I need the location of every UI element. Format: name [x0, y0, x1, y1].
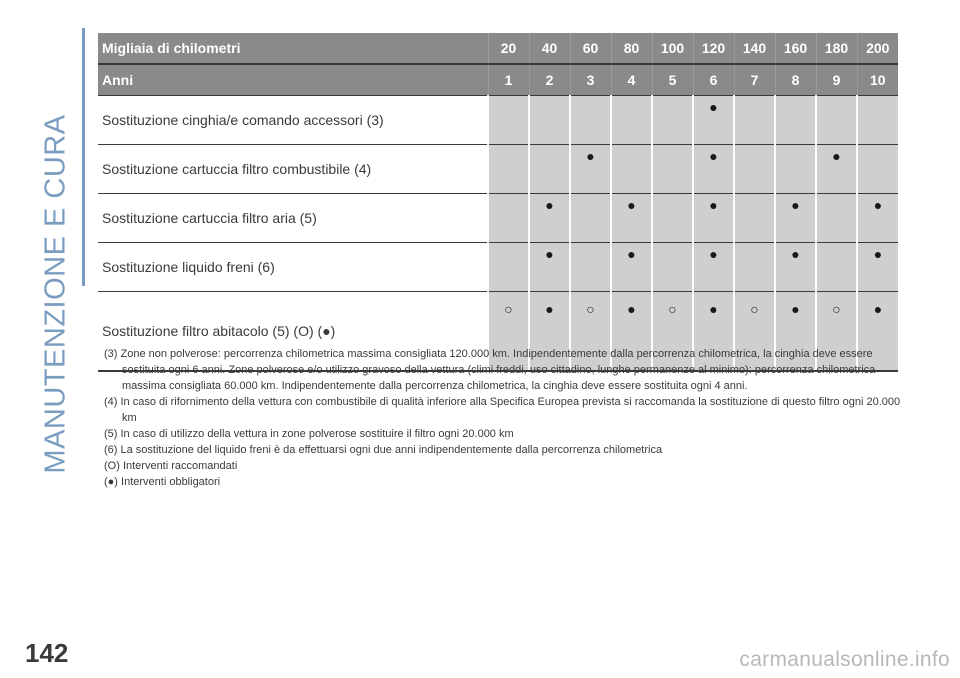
km-header-value: 160	[775, 33, 816, 64]
km-header-value: 40	[529, 33, 570, 64]
mark-cell	[570, 194, 611, 243]
mark-cell	[570, 243, 611, 292]
mark-cell: ●	[693, 194, 734, 243]
mark-cell: ●	[693, 145, 734, 194]
years-header-value: 6	[693, 64, 734, 96]
table-row	[98, 194, 898, 243]
km-header-value: 100	[652, 33, 693, 64]
mark-cell: ●	[529, 194, 570, 243]
mark-cell: ●	[693, 292, 734, 372]
mark-cell	[652, 96, 693, 145]
km-header-value: 200	[857, 33, 898, 64]
footnote: (O) Interventi raccomandati	[104, 460, 238, 472]
km-header-value: 20	[488, 33, 529, 64]
footnote: (●) Interventi obbligatori	[104, 476, 221, 488]
table-row	[98, 243, 898, 292]
section-side-label: MANUTENZIONE E CURA	[39, 114, 72, 474]
mark-cell	[734, 194, 775, 243]
mark-cell: ●	[693, 96, 734, 145]
years-header-value: 10	[857, 64, 898, 96]
mark-cell	[488, 243, 529, 292]
row-label: Sostituzione cartuccia filtro aria (5)	[98, 194, 488, 243]
mark-cell: ●	[570, 145, 611, 194]
footnote: (6) La sostituzione del liquido freni è da effettuarsi ogni due anni indipendentemente dalla percorrenza chilometrica	[104, 444, 663, 456]
mark-cell	[529, 96, 570, 145]
mark-cell	[529, 145, 570, 194]
mark-cell: ●	[529, 292, 570, 372]
mark-cell	[816, 243, 857, 292]
row-label: Sostituzione liquido freni (6)	[98, 243, 488, 292]
years-header-value: 9	[816, 64, 857, 96]
km-header-value: 140	[734, 33, 775, 64]
mark-cell	[857, 96, 898, 145]
mark-cell: ●	[857, 292, 898, 372]
mark-cell: ●	[611, 243, 652, 292]
mark-cell	[611, 145, 652, 194]
mark-cell: ●	[816, 145, 857, 194]
mark-cell	[652, 243, 693, 292]
mark-cell: ●	[775, 243, 816, 292]
mark-cell	[816, 194, 857, 243]
page-number: 142	[25, 638, 69, 668]
mark-cell	[652, 194, 693, 243]
side-rule	[82, 28, 85, 286]
mark-cell: ●	[857, 243, 898, 292]
mark-cell	[570, 96, 611, 145]
mark-cell	[775, 145, 816, 194]
km-header-value: 120	[693, 33, 734, 64]
maintenance-table	[98, 33, 898, 372]
km-header-value: 180	[816, 33, 857, 64]
watermark: carmanualsonline.info	[739, 648, 950, 671]
mark-cell: ●	[775, 194, 816, 243]
mark-cell	[734, 243, 775, 292]
footnotes	[104, 346, 904, 490]
mark-cell	[611, 96, 652, 145]
table-row	[98, 96, 898, 145]
years-header-value: 3	[570, 64, 611, 96]
mark-cell: ●	[611, 194, 652, 243]
mark-cell	[775, 96, 816, 145]
mark-cell: ○	[488, 292, 529, 372]
row-label: Sostituzione cartuccia filtro combustibile (4)	[98, 145, 488, 194]
mark-cell	[734, 96, 775, 145]
mark-cell: ●	[529, 243, 570, 292]
km-header-label: Migliaia di chilometri	[98, 33, 488, 64]
years-header-row	[98, 64, 898, 96]
footnote: (3) Zone non polverose: percorrenza chilometrica massima consigliata 120.000 km. Indipendentemente dalla percorrenza chilometrica, la cinghia deve essere sostituita ogni 6 anni. Zone polverose e/o utilizzo gravoso della vettura (climi freddi, uso cittadino, lunghe permanenze al minimo): percorrenza chilometrica massima consigliata 60.000 km. Indipendentemente dalla percorrenza chilometrica, la cinghia deve essere sostituita ogni 4 anni.	[104, 348, 876, 392]
km-header-value: 80	[611, 33, 652, 64]
mark-cell: ●	[857, 194, 898, 243]
years-header-value: 2	[529, 64, 570, 96]
mark-cell: ○	[570, 292, 611, 372]
mark-cell	[488, 96, 529, 145]
years-header-value: 5	[652, 64, 693, 96]
km-header-row	[98, 33, 898, 64]
mark-cell	[488, 145, 529, 194]
mark-cell: ●	[611, 292, 652, 372]
years-header-value: 7	[734, 64, 775, 96]
mark-cell: ○	[734, 292, 775, 372]
footnote: (4) In caso di rifornimento della vettura con combustibile di qualità inferiore alla Specifica Europea prevista si raccomanda la sostituzione di questo filtro ogni 20.000 km	[104, 396, 901, 424]
years-header-label: Anni	[98, 64, 488, 96]
mark-cell: ●	[693, 243, 734, 292]
mark-cell	[857, 145, 898, 194]
years-header-value: 8	[775, 64, 816, 96]
mark-cell: ○	[816, 292, 857, 372]
footnote: (5) In caso di utilizzo della vettura in zone polverose sostituire il filtro ogni 20.000 km	[104, 428, 514, 440]
mark-cell: ○	[652, 292, 693, 372]
years-header-value: 4	[611, 64, 652, 96]
mark-cell	[652, 145, 693, 194]
row-label: Sostituzione cinghia/e comando accessori (3)	[98, 96, 488, 145]
km-header-value: 60	[570, 33, 611, 64]
mark-cell	[488, 194, 529, 243]
row-label: Sostituzione filtro abitacolo (5) (O) (●)	[98, 292, 488, 372]
mark-cell	[734, 145, 775, 194]
mark-cell: ●	[775, 292, 816, 372]
years-header-value: 1	[488, 64, 529, 96]
table-row	[98, 145, 898, 194]
mark-cell	[816, 96, 857, 145]
